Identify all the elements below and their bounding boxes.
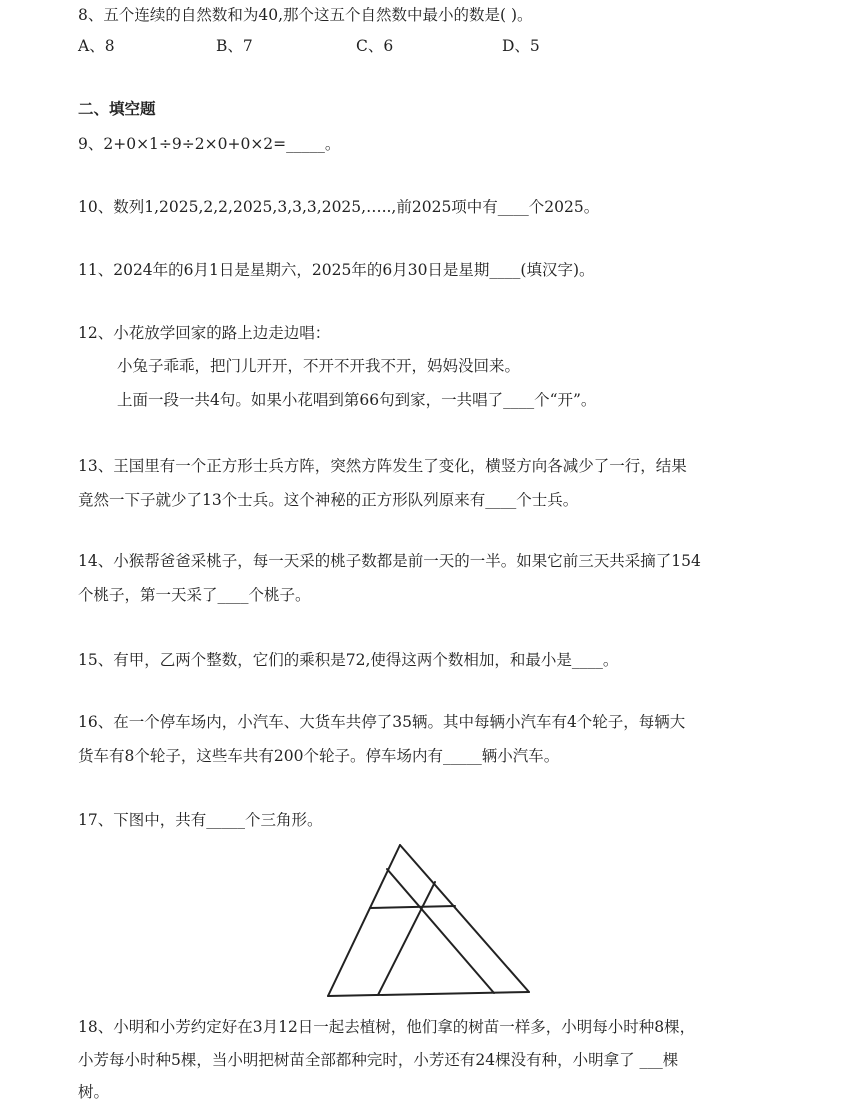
- q11: 11、2024年的6月1日是星期六，2025年的6月30日是星期____(填汉字)。: [78, 261, 595, 279]
- q15: 15、有甲，乙两个整数，它们的乘积是72,使得这两个数相加，和最小是____。: [78, 651, 619, 669]
- q8-stem: 8、五个连续的自然数和为40,那个这五个自然数中最小的数是( )。: [78, 6, 533, 24]
- q9: 9、2+0×1÷9÷2×0+0×2=_____。: [78, 135, 341, 153]
- figure-outer-left: [328, 845, 400, 996]
- q12-song: 小兔子乖乖，把门儿开开，不开不开我不开，妈妈没回来。: [117, 357, 521, 375]
- q14-line2: 个桃子，第一天采了____个桃子。: [78, 586, 311, 604]
- q10: 10、数列1,2025,2,2,2025,3,3,3,2025,…..,前2025项中有____个2025。: [78, 198, 600, 216]
- q12-question: 上面一段一共4句。如果小花唱到第66句到家，一共唱了____个“开”。: [117, 391, 597, 409]
- q13-line1: 13、王国里有一个正方形士兵方阵，突然方阵发生了变化，横竖方向各减少了一行，结果: [78, 457, 687, 475]
- q8-option-a: A、8: [78, 37, 115, 55]
- figure-horizontal: [370, 906, 455, 908]
- figure-inner-line-2: [378, 882, 435, 995]
- q12-stem: 12、小花放学回家的路上边走边唱：: [78, 324, 331, 342]
- q16-line2: 货车有8个轮子，这些车共有200个轮子。停车场内有_____辆小汽车。: [78, 747, 560, 765]
- q17: 17、下图中，共有_____个三角形。: [78, 811, 323, 829]
- figure-outer-right: [400, 845, 529, 992]
- q14-line1: 14、小猴帮爸爸采桃子，每一天采的桃子数都是前一天的一半。如果它前三天共采摘了154: [78, 552, 701, 570]
- q13-line2: 竟然一下子就少了13个士兵。这个神秘的正方形队列原来有____个士兵。: [78, 491, 579, 509]
- figure-outer-base: [328, 992, 529, 996]
- figure-inner-line-1: [387, 869, 494, 993]
- q18-line1: 18、小明和小芳约定好在3月12日一起去植树，他们拿的树苗一样多，小明每小时种8棵，: [78, 1018, 696, 1036]
- q18-line3: 树。: [78, 1083, 110, 1101]
- q16-line1: 16、在一个停车场内，小汽车、大货车共停了35辆。其中每辆小汽车有4个轮子，每辆大: [78, 713, 686, 731]
- q8-option-c: C、6: [356, 37, 394, 55]
- q8-option-b: B、7: [216, 37, 253, 55]
- section-title-fill-in: 二、填空题: [78, 100, 156, 118]
- q18-line2: 小芳每小时种5棵，当小明把树苗全部都种完时，小芳还有24棵没有种，小明拿了 ___棵: [78, 1051, 679, 1069]
- q8-option-d: D、5: [502, 37, 540, 55]
